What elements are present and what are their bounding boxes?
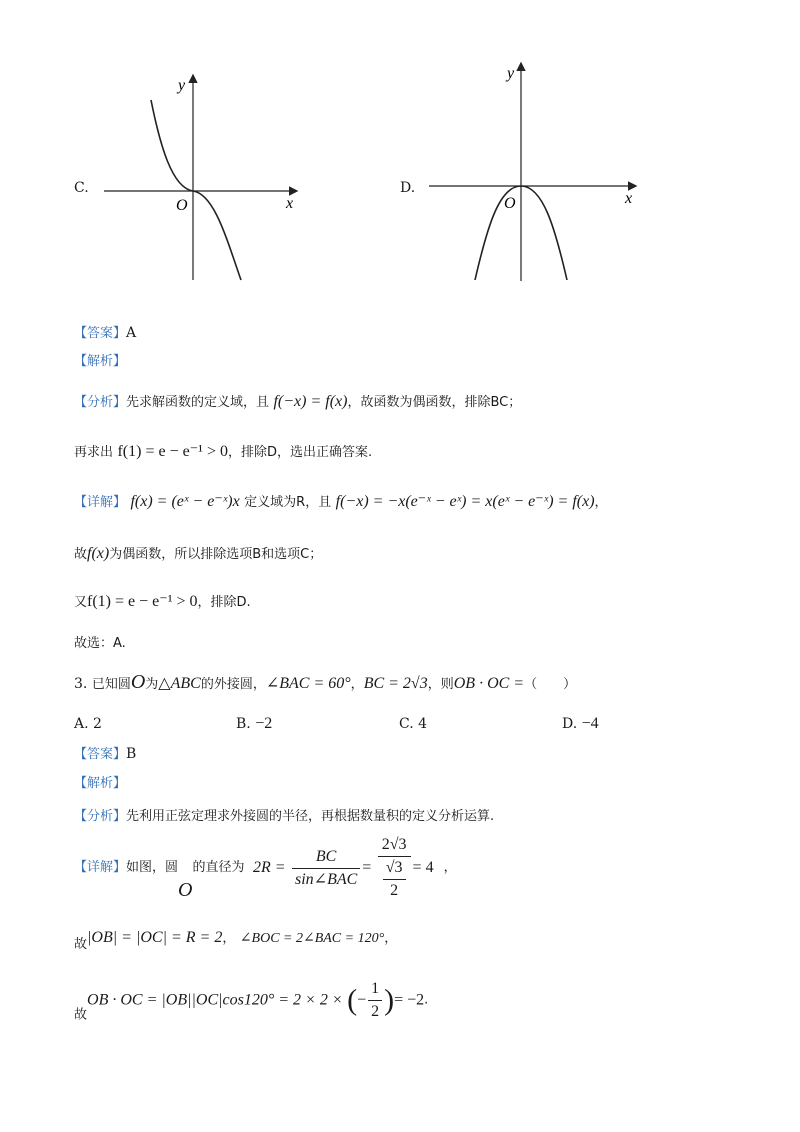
option-c-value: 4 [418,716,428,732]
final-minus: − [357,991,367,1009]
fenxi-text: 先利用正弦定理求外接圆的半径，再根据数量积的定义分析运算. [126,809,495,824]
x-axis-label: x [286,195,294,212]
angle-comma: ， [384,931,398,946]
answer-value: B [126,746,137,762]
equation-result: = 4 [412,859,434,876]
final-paren-close: ) [384,983,395,1017]
stem-angle: ∠BAC = 60° [265,675,351,692]
angle-formula: ∠BOC = 2∠BAC = 120° [239,931,385,946]
equation-lhs: 2R = [252,859,286,876]
fraction-1-denominator: sin∠BAC [294,870,358,888]
q3-analysis-tag: 【解析】 [74,776,127,791]
option-c-label: C. [399,716,414,732]
final-formula-b: = −2 [394,991,425,1009]
nested-numerator: √3 [383,857,406,880]
stem-triangle: △ABC [158,675,201,692]
final-formula-a: OB · OC = |OB||OC|cos120° = 2 × 2 × [87,991,343,1009]
origin-label: O [504,195,516,212]
option-c [399,714,427,734]
detail-text-b: ， [594,495,608,510]
option-d-label: D. [562,716,578,732]
fraction-2-denominator [378,857,411,902]
fraction-1-numerator: BC [292,846,360,869]
q2-detail-line [74,492,608,513]
q3-fenxi-line [74,806,494,827]
final-fraction [368,978,382,1023]
option-a-value: 2 [93,716,102,732]
option-a-label: A. [74,716,89,732]
y-axis-label: y [507,65,515,82]
final-text: 故 [74,1007,88,1023]
graph-c [100,70,300,285]
final-period: . [424,992,429,1008]
q2-fenxi2-line [74,442,372,463]
q2-fenxi-line [74,392,521,413]
detail-tag: 【详解】 [74,860,127,875]
stem-text-e: ，则 [427,677,454,692]
answer-value: A [126,325,137,341]
q3-final-line [74,978,428,1027]
detail-circle-O: O [178,879,193,901]
detail-formula-a: f(x) = (eˣ − e⁻ˣ)x [130,493,240,510]
fenxi2-formula: f(1) = e − e⁻¹ > 0 [117,443,228,460]
fenxi2-text-2: ，排除D，选出正确答案. [227,445,373,460]
stem-bc: BC = 2√3 [363,675,428,692]
fenxi-formula: f(−x) = f(x) [273,393,348,410]
stem-text-a: 已知圆 [91,677,131,692]
question-number: 3. [74,676,88,692]
final-paren-open: ( [347,983,358,1017]
final-fraction-denominator: 2 [371,1003,380,1020]
option-b-value: −2 [255,715,273,732]
final-fraction-numerator: 1 [368,978,382,1001]
answer-tag: 【答案】 [74,747,127,762]
nested-fraction [383,857,406,902]
equation-comma: ， [443,860,457,875]
equation-equals: = [362,859,372,876]
equation-fraction-2 [378,834,411,902]
option-c-label: C. [74,180,89,196]
q2-again-line [74,592,251,613]
fenxi-text: 先求解函数的定义域，且 [126,395,270,410]
radius-formula: |OB| = |OC| = R = 2 [87,929,223,946]
origin-label: O [176,197,188,214]
detail-formula-b: f(−x) = −x(e⁻ˣ − eˣ) = x(eˣ − e⁻ˣ) = f(x) [335,493,595,510]
radius-comma: ， [222,931,236,946]
q3-answer-line [74,744,136,765]
stem-circle-O: O [130,671,146,693]
q3-stem [74,672,576,695]
radius-text: 故 [74,937,88,952]
q2-answer-line [74,323,136,344]
graph-d [425,58,640,286]
q3-radius-line [74,928,397,955]
detail-text-a: 如图，圆 [126,860,179,875]
stem-dot-product: OB · OC = [453,675,525,692]
option-d [562,714,599,734]
fraction-2-numerator: 2√3 [378,834,411,857]
option-b-label: B. [236,716,251,732]
fenxi-tag: 【分析】 [74,809,127,824]
again-text-2: ，排除D. [197,595,251,610]
again-formula: f(1) = e − e⁻¹ > 0 [87,593,198,610]
stem-text-c: 的外接圆， [200,677,266,692]
x-axis-label: x [625,190,633,207]
q2-analysis-tag: 【解析】 [74,354,127,369]
equation-fraction-1 [292,846,360,891]
nested-denominator: 2 [390,882,399,899]
even-formula: f(x) [87,545,110,562]
stem-text-b: 为 [145,677,159,692]
fenxi2-text: 再求出 [74,445,114,460]
stem-paren: （ ） [524,677,577,692]
q3-detail-line [74,834,457,902]
q2-even-line [74,544,322,565]
option-b [236,714,272,734]
again-text: 又 [74,595,88,610]
detail-tag: 【详解】 [74,495,127,510]
y-axis-label: y [178,77,186,94]
option-d-value: −4 [581,715,599,732]
detail-text-a: 定义域为R，且 [244,495,332,510]
detail-text-b: 的直径为 [192,860,245,875]
q2-choose: 故选：A. [74,636,126,651]
fenxi-tag: 【分析】 [74,395,127,410]
option-d-label: D. [400,180,416,196]
answer-tag: 【答案】 [74,326,127,341]
even-text: 故 [74,547,88,562]
stem-text-d: ， [350,677,364,692]
option-a [74,714,102,734]
curve-c [151,100,241,280]
fenxi-text-2: ，故函数为偶函数，排除BC； [347,395,522,410]
even-text-2: 为偶函数，所以排除选项B和选项C； [109,547,323,562]
